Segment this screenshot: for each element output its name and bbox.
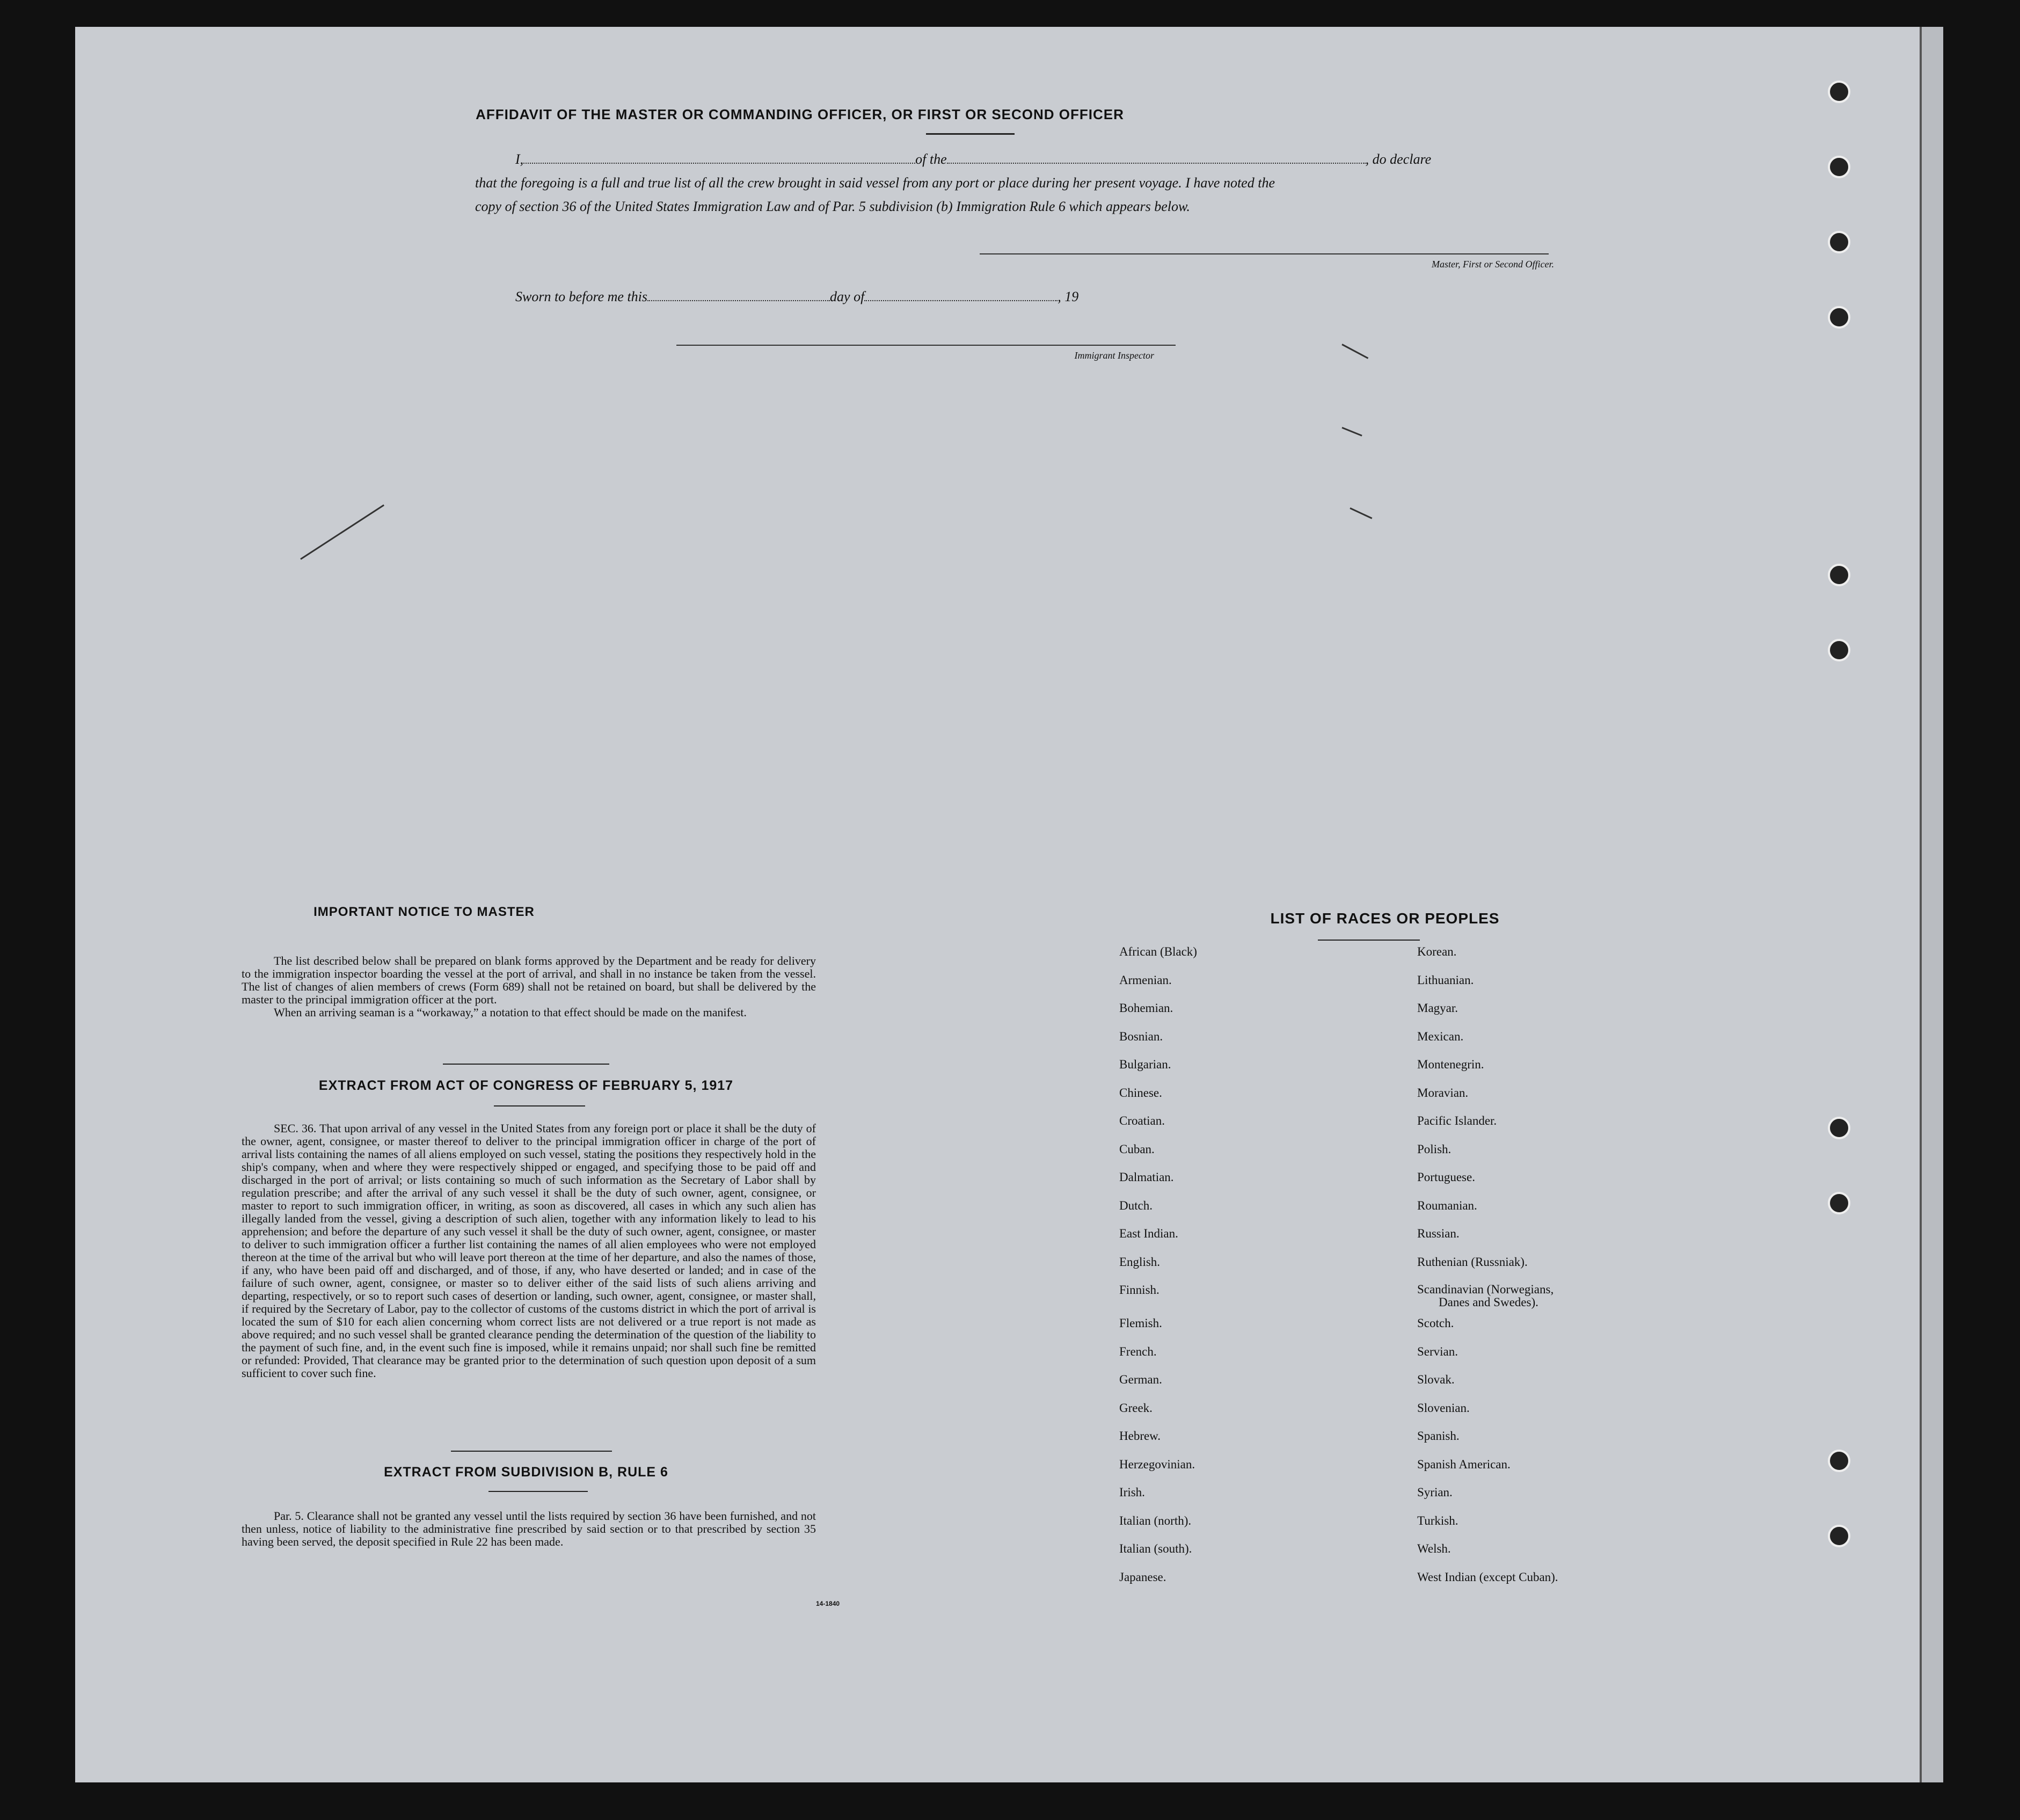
race-item: Mexican. <box>1417 1029 1464 1043</box>
race-item: Moravian. <box>1417 1086 1469 1100</box>
race-item: Roumanian. <box>1417 1198 1477 1212</box>
race-item: Spanish. <box>1417 1429 1460 1443</box>
race-item: Italian (south). <box>1119 1542 1192 1555</box>
race-item: Cuban. <box>1119 1142 1155 1156</box>
race-item: Dutch. <box>1119 1198 1153 1212</box>
form-code: 14-1840 <box>816 1600 840 1607</box>
title-underline <box>926 133 1015 135</box>
race-item: French. <box>1119 1344 1157 1358</box>
race-item: Japanese. <box>1119 1570 1166 1584</box>
race-item-line: Scandinavian (Norwegians, <box>1417 1283 1554 1296</box>
race-item: Bosnian. <box>1119 1029 1163 1043</box>
race-item: Croatian. <box>1119 1114 1165 1127</box>
notice-title: IMPORTANT NOTICE TO MASTER <box>313 905 535 919</box>
races-column-right <box>1417 945 1718 1598</box>
master-signature-caption: Master, First or Second Officer. <box>1432 259 1554 270</box>
extract-rule-body <box>242 1510 816 1548</box>
race-item: Russian. <box>1417 1227 1460 1240</box>
race-item: Lithuanian. <box>1417 973 1474 987</box>
section-divider <box>443 1064 609 1065</box>
race-item: Bohemian. <box>1119 1001 1173 1015</box>
par-5-text: Par. 5. Clearance shall not be granted any vessel until the lists required by section 36 have been furnished, and not then unless, notice of liability to the administrative fine prescribed by said section or to that prescribed by section 35 having been served, the deposit specified in Rule 22 has been made. <box>242 1509 816 1548</box>
race-item: Turkish. <box>1417 1513 1459 1527</box>
master-signature-line <box>980 253 1549 254</box>
inspector-signature-line <box>676 345 1176 346</box>
title-underline <box>1318 940 1420 941</box>
binder-hole <box>1828 1450 1850 1472</box>
race-item: Ruthenian (Russniak). <box>1417 1255 1528 1269</box>
show-through-text <box>854 585 860 596</box>
race-item: Syrian. <box>1417 1486 1453 1499</box>
race-item: German. <box>1119 1373 1162 1386</box>
binder-hole <box>1828 306 1850 329</box>
sworn-line <box>515 289 1267 305</box>
race-item: Korean. <box>1417 945 1457 958</box>
race-item: African (Black) <box>1119 945 1197 958</box>
binder-hole <box>1828 1117 1850 1139</box>
notice-paragraph-2: When an arriving seaman is a “workaway,” a notation to that effect should be made on the manifest. <box>274 1006 747 1019</box>
pen-stroke <box>1341 344 1368 359</box>
title-underline <box>488 1491 588 1492</box>
binder-hole <box>1828 564 1850 586</box>
section-divider <box>451 1451 612 1452</box>
title-underline <box>494 1105 585 1106</box>
page-edge <box>1920 27 1943 1782</box>
race-item: Servian. <box>1417 1344 1459 1358</box>
race-item: Greek. <box>1119 1401 1153 1415</box>
race-item: Magyar. <box>1417 1001 1459 1015</box>
binder-hole <box>1828 1525 1850 1547</box>
race-item: English. <box>1119 1255 1161 1269</box>
races-column-left <box>1119 945 1361 1598</box>
extract-act-title: EXTRACT FROM ACT OF CONGRESS OF FEBRUARY 5, 1917 <box>318 1078 734 1093</box>
race-item: Polish. <box>1417 1142 1452 1156</box>
race-item: Chinese. <box>1119 1086 1162 1100</box>
race-item: Armenian. <box>1119 973 1172 987</box>
race-item: Scotch. <box>1417 1316 1454 1330</box>
binder-hole <box>1828 156 1850 178</box>
race-item: East Indian. <box>1119 1227 1178 1240</box>
race-item: Irish. <box>1119 1486 1145 1499</box>
race-item: Bulgarian. <box>1119 1058 1171 1071</box>
extract-act-body <box>242 1122 816 1380</box>
race-item: Hebrew. <box>1119 1429 1161 1443</box>
document-page <box>75 27 1922 1782</box>
affidavit-of-the: of the <box>915 151 947 167</box>
sworn-label: Sworn to before me this <box>515 289 648 304</box>
race-item <box>1417 1283 1718 1316</box>
affidavit-do-declare: , do declare <box>1365 151 1432 167</box>
binder-hole <box>1828 1192 1850 1214</box>
binder-hole <box>1828 81 1850 103</box>
affidavit-i: I, <box>515 151 524 167</box>
affidavit-line-1 <box>515 151 1557 168</box>
race-item-line: Danes and Swedes). <box>1439 1295 1538 1309</box>
race-item: Slovenian. <box>1417 1401 1470 1415</box>
extract-rule-title: EXTRACT FROM SUBDIVISION B, RULE 6 <box>384 1465 668 1480</box>
race-item: Flemish. <box>1119 1316 1162 1330</box>
race-item: Dalmatian. <box>1119 1170 1174 1184</box>
races-title: LIST OF RACES OR PEOPLES <box>1270 910 1500 927</box>
race-item: Spanish American. <box>1417 1457 1511 1471</box>
pen-stroke <box>300 504 384 559</box>
race-item: West Indian (except Cuban). <box>1417 1570 1558 1584</box>
race-item: Welsh. <box>1417 1542 1451 1555</box>
day-of-label: day of <box>830 289 865 304</box>
race-item: Herzegovinian. <box>1119 1457 1195 1471</box>
binder-hole <box>1828 231 1850 253</box>
inspector-caption: Immigrant Inspector <box>1074 350 1154 361</box>
binder-hole <box>1828 639 1850 661</box>
section-36-text: SEC. 36. That upon arrival of any vessel in the United States from any foreign port or place it shall be the duty of the owner, agent, consignee, or master thereof to deliver to the principal immigration officer in charge of the port of arrival lists containing the names of all aliens employed on such vessel, stating the positions they respectively hold in the ship's company, when and where they were respectively shipped or engaged, and specifying those to be paid off and discharged in the port of arrival; or lists containing so much of such information as the Secretary of Labor shall by regulation prescribe; and after the arrival of any such vessel it shall be the duty of such owner, agent, consignee, or master to report to such immigration officer, in writing, as soon as discovered, all cases in which any such alien has illegally landed from the vessel, giving a description of such alien, together with any information likely to lead to his apprehension; and before the departure of any such vessel it shall be the duty of such owner, agent, consignee, or master to deliver to such immigration officer a further list containing the names of all alien employees who were not employed thereon at the time of the arrival but who will leave port thereon at the time of her departure, and also the names of those, if any, who have been paid off and discharged, and of those, if any, who have deserted or landed; and in case of the failure of such owner, agent, consignee, or master so to deliver either of the said lists of such aliens arriving and departing, respectively, or so to report such cases of desertion or landing, such owner, agent, consignee, or master shall, if required by the Secretary of Labor, pay to the collector of customs of the customs district in which the port of arrival is located the sum of $10 for each alien concerning whom correct lists are not delivered or a true report is not made as above required; and no such vessel shall be granted clearance pending the determination of the question of the liability to the payment of such fine, and, in the event such fine is imposed, while it remains unpaid; nor shall such fine be remitted or refunded: Provided, That clearance may be granted prior to the determination of such question upon deposit of a sum sufficient to cover such fine. <box>242 1122 816 1380</box>
affidavit-line-3: copy of section 36 of the United States Immigration Law and of Par. 5 subdivision (b) Immigration Rule 6 which appears below. <box>475 199 1190 214</box>
pen-stroke <box>1350 507 1372 519</box>
race-item: Italian (north). <box>1119 1513 1192 1527</box>
race-item: Finnish. <box>1119 1283 1160 1297</box>
race-item: Slovak. <box>1417 1373 1455 1386</box>
race-item: Pacific Islander. <box>1417 1114 1497 1127</box>
race-item: Portuguese. <box>1417 1170 1475 1184</box>
notice-body <box>242 955 816 1019</box>
year-label: , 19 <box>1058 289 1079 304</box>
affidavit-title: AFFIDAVIT OF THE MASTER OR COMMANDING OFFICER, OR FIRST OR SECOND OFFICER <box>476 106 1124 122</box>
race-item: Montenegrin. <box>1417 1058 1484 1071</box>
pen-stroke <box>1341 427 1362 436</box>
affidavit-line-2: that the foregoing is a full and true list of all the crew brought in said vessel from any port or place during her present voyage. I have noted the <box>475 175 1275 191</box>
notice-paragraph-1: The list described below shall be prepared on blank forms approved by the Department and be ready for delivery to the immigration inspector boarding the vessel at the port of arrival, and shall in no instance be taken from the vessel. The list of changes of alien members of crews (Form 689) shall not be retained on board, but shall be delivered by the master to the principal immigration officer at the port. <box>242 954 816 1006</box>
